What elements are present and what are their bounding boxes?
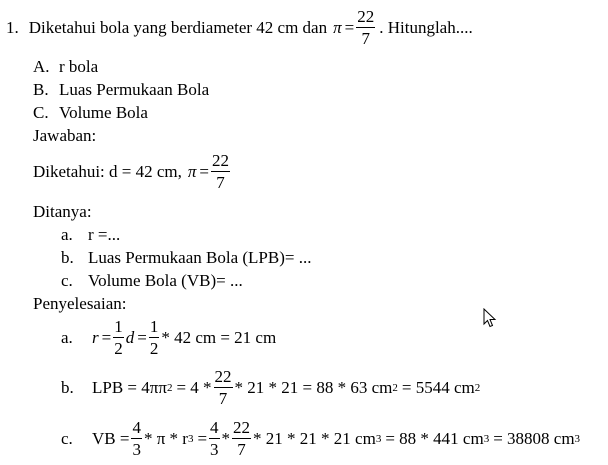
option-text: r bola	[59, 57, 99, 76]
fraction-numerator: 1	[114, 317, 123, 336]
diketahui-line	[33, 152, 232, 191]
question-number: 1.	[6, 18, 19, 37]
pi-symbol: π	[333, 18, 342, 37]
item-text: Luas Permukaan Bola (LPB)= ...	[88, 248, 312, 267]
item-letter: a.	[61, 328, 73, 347]
lpb-head: LPB = 4ππ	[92, 378, 167, 397]
ditanya-item-a	[61, 226, 120, 243]
solution-a-tail: * 42 cm = 21 cm	[161, 328, 277, 347]
fraction-denominator: 3	[210, 440, 219, 459]
option-letter: B.	[33, 80, 49, 99]
vb-head: VB =	[92, 429, 130, 448]
fraction-denominator: 7	[237, 440, 246, 459]
item-text: r =...	[88, 225, 121, 244]
fraction-numerator: 22	[212, 151, 229, 170]
fraction-four-thirds	[209, 419, 220, 458]
option-c	[33, 104, 148, 121]
lpb-tail: * 21 * 21 = 88 * 63 cm	[234, 378, 393, 397]
fraction-numerator: 4	[132, 418, 141, 437]
option-letter: A.	[33, 57, 50, 76]
pi-fraction	[214, 368, 233, 407]
question-suffix: . Hitunglah....	[379, 18, 473, 37]
option-b	[33, 81, 209, 98]
fraction-numerator: 1	[149, 317, 159, 336]
fraction-denominator: 2	[149, 339, 159, 358]
item-letter: a.	[61, 225, 73, 244]
equals-sign: =	[197, 429, 208, 448]
equals-sign: =	[344, 18, 355, 37]
option-text: Volume Bola	[59, 103, 148, 122]
ditanya-label: Ditanya:	[33, 202, 92, 221]
equals-sign: =	[137, 328, 147, 347]
item-letter: c.	[61, 271, 73, 290]
diketahui-text: Diketahui: d = 42 cm,	[33, 162, 182, 181]
vb-mid: * π * r	[143, 429, 188, 448]
vb-tail: * 21 * 21 * 21 cm	[253, 429, 376, 448]
option-text: Luas Permukaan Bola	[59, 80, 210, 99]
ditanya-item-c	[61, 272, 243, 289]
equals-sign: =	[199, 162, 209, 181]
multiply-sign: *	[221, 429, 231, 448]
ditanya-item-b	[61, 249, 311, 266]
fraction-half	[149, 318, 160, 357]
equals-sign: =	[101, 328, 112, 347]
pi-fraction	[356, 8, 375, 47]
solution-c: c. VB = $\frac{4}{3}$ * π * r 3 = $\frac{4}{3}$ * $\frac{22}{7}$ * 21 * 21 * 21 cm 3 = 88 * 441 cm 3 = 38808 cm 3	[61, 418, 581, 459]
solution-a	[61, 318, 276, 357]
fraction-denominator: 7	[218, 389, 228, 408]
jawaban-label: Jawaban:	[33, 126, 97, 145]
fraction-denominator: 3	[132, 440, 141, 459]
var-d: d	[125, 328, 135, 347]
question-text: Diketahui bola yang berdiameter 42 cm dan	[28, 18, 328, 37]
option-letter: C.	[33, 103, 49, 122]
fraction-numerator: 22	[233, 418, 251, 437]
fraction-numerator: 22	[214, 367, 232, 386]
lpb-result: = 5544 cm	[401, 378, 475, 397]
option-a	[33, 58, 98, 75]
mouse-pointer-icon	[483, 308, 497, 328]
item-letter: b.	[61, 378, 74, 397]
item-text: Volume Bola (VB)= ...	[88, 271, 243, 290]
item-letter: c.	[61, 429, 73, 448]
penyelesaian-label: Penyelesaian:	[33, 294, 127, 313]
fraction-denominator: 2	[114, 339, 123, 358]
pi-fraction	[232, 419, 251, 458]
fraction-numerator: 22	[357, 7, 375, 26]
lpb-mid: = 4 *	[176, 378, 212, 397]
question-line	[6, 8, 473, 47]
pi-symbol: π	[187, 162, 197, 181]
pi-fraction	[211, 152, 230, 191]
fraction-numerator: 4	[210, 418, 219, 437]
fraction-half	[113, 318, 124, 357]
fraction-denominator: 7	[361, 29, 370, 48]
item-letter: b.	[61, 248, 74, 267]
solution-b: b. LPB = 4ππ 2 = 4 * $\frac{22}{7}$ * 21 * 21 = 88 * 63 cm 2 = 5544 cm 2	[61, 367, 481, 408]
vb-result: = 38808 cm	[493, 429, 575, 448]
fraction-four-thirds	[131, 419, 142, 458]
vb-tail2: = 88 * 441 cm	[385, 429, 484, 448]
fraction-denominator: 7	[216, 173, 225, 192]
var-r: r	[92, 328, 99, 347]
